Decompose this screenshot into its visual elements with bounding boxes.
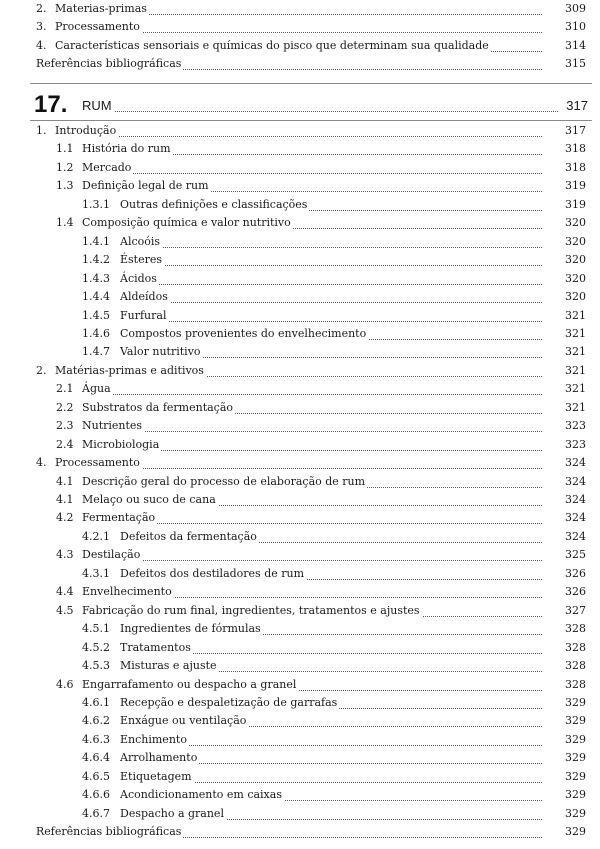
toc-entry-title: Fabricação do rum final, ingredientes, tratamentos e ajustes (82, 602, 422, 620)
toc-entry[interactable] (0, 288, 600, 306)
toc-entry-number: 4.3.1 (82, 566, 110, 580)
toc-entry-number: 4.5 (56, 603, 74, 617)
toc-entry-title: Envelhecimento (82, 583, 174, 601)
toc-entry-page: 321 (565, 345, 586, 359)
toc-entry-number: 1.4.6 (82, 326, 110, 340)
toc-entry-page: 309 (565, 2, 586, 15)
toc-entry[interactable] (0, 307, 600, 325)
toc-entry-title: Melaço ou suco de cana (82, 491, 218, 509)
toc-entry[interactable] (0, 325, 600, 343)
toc-entry[interactable] (0, 214, 600, 232)
toc-entry-number: 4.4 (56, 585, 74, 599)
toc-entry[interactable] (0, 122, 600, 140)
toc-entry-page: 329 (565, 806, 586, 820)
toc-entry-title: Água (82, 380, 113, 398)
toc-entry-number: 4.6.2 (82, 714, 110, 728)
toc-entry-title: Alcoóis (120, 233, 162, 251)
toc-entry-title: Referências bibliográficas (36, 823, 183, 841)
toc-entry-number: 4.2.1 (82, 529, 110, 543)
toc-entry[interactable] (0, 805, 600, 823)
toc-entry-page: 320 (565, 234, 586, 248)
toc-entry-title: Nutrientes (82, 417, 144, 435)
toc-entry-page: 329 (565, 695, 586, 709)
toc-entry-page: 329 (565, 788, 586, 802)
toc-entry-number: 1.4.1 (82, 234, 110, 248)
toc-entry[interactable] (0, 417, 600, 435)
toc-entry-page: 324 (565, 529, 586, 543)
toc-entry-title: Fermentação (82, 509, 157, 527)
toc-entry-title: Tratamentos (120, 639, 193, 657)
toc-entry-number: 4.5.1 (82, 622, 110, 636)
toc-entry[interactable] (0, 823, 600, 841)
toc-entry-title: História do rum (82, 140, 173, 158)
toc-entry[interactable] (0, 196, 600, 214)
toc-entry[interactable] (0, 0, 600, 18)
toc-entry-title: Ingredientes de fórmulas (120, 620, 263, 638)
toc-entry[interactable] (0, 528, 600, 546)
toc-entry-number: 4.6.1 (82, 695, 110, 709)
toc-entry[interactable] (0, 639, 600, 657)
dot-leader (124, 251, 542, 266)
toc-entry-page: 326 (565, 585, 586, 599)
toc-entry[interactable] (0, 362, 600, 380)
toc-entry-page: 329 (565, 714, 586, 728)
dot-leader (124, 307, 542, 322)
toc-entry-page: 320 (565, 271, 586, 285)
toc-entry-title: Processamento (55, 18, 142, 36)
dot-leader (124, 233, 542, 248)
toc-entry-number: 1.2 (56, 160, 74, 174)
chapter-heading[interactable] (0, 92, 600, 118)
toc-entry-page: 321 (565, 363, 586, 377)
toc-entry[interactable] (0, 399, 600, 417)
toc-entry-title: Matérias-primas e aditivos (55, 362, 206, 380)
toc-entry-title: Materias-primas (55, 0, 149, 18)
toc-entry-title: Defeitos dos destiladores de rum (120, 565, 306, 583)
toc-entry[interactable] (0, 786, 600, 804)
toc-entry[interactable] (0, 712, 600, 730)
toc-entry-title: Descrição geral do processo de elaboração de rum (82, 473, 367, 491)
toc-entry-title: Defeitos da fermentação (120, 528, 259, 546)
toc-entry[interactable] (0, 380, 600, 398)
toc-entry-number: 4.3 (56, 548, 74, 562)
toc-entry-number: 1.4.5 (82, 308, 110, 322)
toc-entry[interactable] (0, 270, 600, 288)
toc-entry-title: Referências bibliográficas (36, 55, 183, 73)
toc-entry-number: 4.6.5 (82, 769, 110, 783)
dot-leader (124, 270, 542, 285)
toc-entry-page: 324 (565, 511, 586, 525)
toc-entry[interactable] (0, 509, 600, 527)
dot-leader (86, 546, 542, 561)
toc-entry-page: 320 (565, 253, 586, 267)
dot-leader (59, 122, 542, 137)
toc-entry-page: 327 (565, 603, 586, 617)
chapter-title: RUM (82, 98, 112, 113)
toc-entry-title: Etiquetagem (120, 768, 194, 786)
toc-entry-title: Enxágue ou ventilação (120, 712, 248, 730)
toc-entry[interactable] (0, 676, 600, 694)
toc-entry-number: 4.1 (56, 474, 74, 488)
toc-entry[interactable] (0, 620, 600, 638)
toc-entry-page: 328 (565, 622, 586, 636)
toc-entry-title: Composição química e valor nutritivo (82, 214, 293, 232)
dot-leader (110, 98, 558, 112)
toc-entry[interactable] (0, 546, 600, 564)
toc-entry-number: 3. (36, 20, 47, 34)
toc-entry-title: Destilação (82, 546, 142, 564)
toc-entry[interactable] (0, 233, 600, 251)
toc-entry-number: 1.4.4 (82, 290, 110, 304)
toc-entry[interactable] (0, 18, 600, 36)
toc-entry-page: 321 (565, 382, 586, 396)
toc-entry-page: 320 (565, 216, 586, 230)
toc-entry-page: 329 (565, 751, 586, 765)
toc-entry-page: 329 (565, 825, 586, 839)
toc-entry[interactable] (0, 473, 600, 491)
toc-entry-page: 326 (565, 566, 586, 580)
toc-entry[interactable] (0, 565, 600, 583)
chapter-page-number: 317 (566, 98, 588, 113)
toc-entry[interactable] (0, 583, 600, 601)
toc-entry-title: Compostos provenientes do envelhecimento (120, 325, 368, 343)
toc-entry-page: 318 (565, 142, 586, 156)
dot-leader (86, 380, 542, 395)
toc-entry[interactable] (0, 251, 600, 269)
toc-entry[interactable] (0, 436, 600, 454)
toc-entry-title: Ésteres (120, 251, 164, 269)
toc-entry-number: 1.1 (56, 142, 74, 156)
toc-entry[interactable] (0, 343, 600, 361)
toc-entry-number: 2.2 (56, 400, 74, 414)
chapter-top-rule (30, 83, 592, 84)
toc-entry-page: 315 (565, 56, 586, 70)
toc-entry-title: Acondicionamento em caixas (120, 786, 284, 804)
toc-entry-page: 314 (565, 38, 586, 52)
toc-entry-number: 2.4 (56, 437, 74, 451)
toc-entry[interactable] (0, 140, 600, 158)
toc-entry[interactable] (0, 602, 600, 620)
toc-entry-page: 321 (565, 308, 586, 322)
toc-entry-title: Microbiologia (82, 436, 161, 454)
toc-entry-title: Características sensoriais e químicas do pisco que determinam sua qualidade (55, 37, 491, 55)
toc-entry-title: Furfural (120, 307, 168, 325)
toc-entry-number: 2.1 (56, 382, 74, 396)
toc-entry-title: Aldeídos (120, 288, 170, 306)
toc-entry-page: 329 (565, 769, 586, 783)
dot-leader (86, 417, 542, 432)
toc-entry-title: Substratos da fermentação (82, 399, 235, 417)
toc-entry-title: Introdução (55, 122, 118, 140)
toc-entry-page: 321 (565, 400, 586, 414)
dot-leader (124, 288, 542, 303)
toc-entry-page: 324 (565, 474, 586, 488)
toc-entry-number: 4.6.4 (82, 751, 110, 765)
toc-entry[interactable] (0, 749, 600, 767)
toc-entry-number: 1. (36, 124, 47, 137)
toc-entry-page: 323 (565, 437, 586, 451)
toc-entry[interactable] (0, 491, 600, 509)
toc-entry-page: 320 (565, 290, 586, 304)
toc-entry-number: 1.4.7 (82, 345, 110, 359)
toc-entry-page: 321 (565, 326, 586, 340)
toc-entry[interactable] (0, 694, 600, 712)
toc-entry-title: Engarrafamento ou despacho a granel (82, 676, 298, 694)
toc-entry[interactable] (0, 768, 600, 786)
toc-entry-title: Definição legal de rum (82, 177, 211, 195)
chapter-bottom-rule (30, 120, 592, 121)
toc-entry-number: 1.4 (56, 216, 74, 230)
toc-entry-number: 4. (36, 456, 47, 470)
toc-entry-title: Ácidos (120, 270, 159, 288)
toc-entry-page: 323 (565, 419, 586, 433)
toc-entry-page: 318 (565, 160, 586, 174)
toc-entry-number: 1.4.3 (82, 271, 110, 285)
toc-entry-title: Arrolhamento (120, 749, 199, 767)
toc-entry-number: 4.6 (56, 677, 74, 691)
toc-entry-number: 4.5.3 (82, 659, 110, 673)
toc-entry-page: 319 (565, 179, 586, 193)
toc-entry-page: 317 (565, 124, 586, 137)
toc-entry[interactable] (0, 731, 600, 749)
toc-entry-title: Misturas e ajuste (120, 657, 219, 675)
toc-entry-page: 328 (565, 659, 586, 673)
toc-entry-number: 1.3.1 (82, 197, 110, 211)
toc-entry-number: 4.1 (56, 493, 74, 506)
toc-entry-number: 2.3 (56, 419, 74, 433)
toc-entry-number: 4.6.7 (82, 806, 110, 820)
toc-entry[interactable] (0, 55, 600, 73)
toc-entry-title: Despacho a granel (120, 805, 226, 823)
toc-entry-number: 4.5.2 (82, 640, 110, 654)
toc-entry-number: 4. (36, 38, 47, 52)
toc-entry-page: 325 (565, 548, 586, 562)
toc-entry-number: 1.4.2 (82, 253, 110, 267)
toc-entry[interactable] (0, 159, 600, 177)
toc-entry-title: Valor nutritivo (120, 343, 203, 361)
toc-entry[interactable] (0, 657, 600, 675)
toc-entry-number: 1.3 (56, 179, 74, 193)
toc-entry-number: 2. (36, 363, 47, 377)
toc-entry-page: 324 (565, 493, 586, 506)
toc-entry-page: 319 (565, 197, 586, 211)
toc-entry-title: Recepção e despaletização de garrafas (120, 694, 339, 712)
toc-entry[interactable] (0, 177, 600, 195)
toc-entry-page: 329 (565, 732, 586, 746)
toc-entry-number: 2. (36, 2, 47, 15)
toc-entry[interactable] (0, 37, 600, 55)
toc-entry-page: 310 (565, 20, 586, 34)
dot-leader (86, 159, 542, 174)
toc-entry-title: Processamento (55, 454, 142, 472)
toc-entry[interactable] (0, 454, 600, 472)
toc-entry-number: 4.2 (56, 511, 74, 525)
toc-entry-page: 328 (565, 677, 586, 691)
toc-entry-page: 328 (565, 640, 586, 654)
toc-entry-page: 324 (565, 456, 586, 470)
toc-entry-title: Enchimento (120, 731, 189, 749)
chapter-number: 17. (34, 91, 68, 118)
toc-entry-number: 4.6.6 (82, 788, 110, 802)
toc-entry-title: Mercado (82, 159, 133, 177)
toc-entry-title: Outras definições e classificações (120, 196, 309, 214)
toc-entry-number: 4.6.3 (82, 732, 110, 746)
